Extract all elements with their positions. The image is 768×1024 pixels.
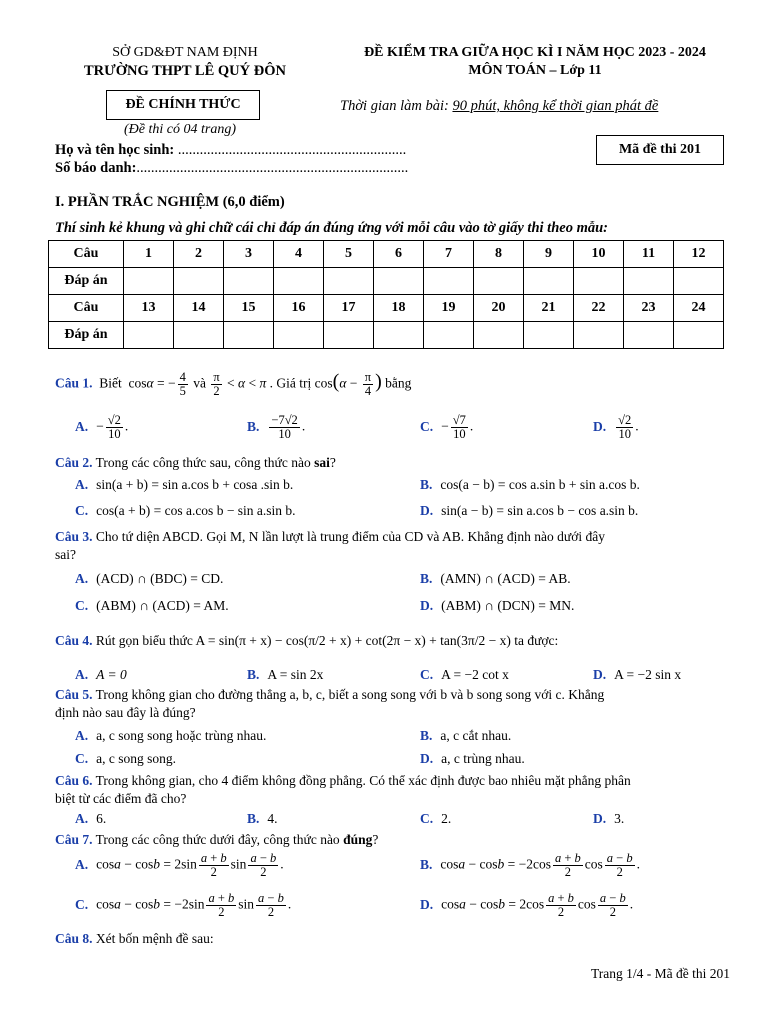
option-text: sin(a + b) = sin a.cos b + cosa .sin b.: [96, 477, 294, 492]
question-1: Câu 1. Biết cosα = − $\frac{4}{5}$ và $\frac{\pi}{2}$ < α < π . Giá trị cos(α − $\frac{\pi}{4}$ ) bằng: [55, 370, 412, 398]
table-header-cell: Đáp án: [49, 322, 124, 349]
table-cell: 4: [274, 241, 324, 268]
answer-cell: [574, 268, 624, 295]
answer-table-question-row-1: [49, 241, 724, 268]
option-label: A.: [75, 856, 89, 872]
option-label: D.: [420, 598, 434, 613]
option-text: cos(a − b) = cos a.sin b + sin a.cos b.: [440, 477, 640, 492]
table-cell: 16: [274, 295, 324, 322]
question-text-cont: biệt từ các điểm đã cho?: [55, 791, 187, 806]
table-cell: 23: [624, 295, 674, 322]
question-5: [55, 686, 604, 722]
option-label: D.: [593, 667, 607, 682]
pages-note: (Đề thi có 04 trang): [124, 122, 236, 137]
answer-cell: [124, 268, 174, 295]
department-name: SỞ GD&ĐT NAM ĐỊNH: [112, 45, 258, 60]
table-cell: 20: [474, 295, 524, 322]
q6-option-b: [247, 811, 278, 827]
question-text: Trong các công thức dưới đây, công thức nào: [92, 832, 344, 847]
option-text: A = −2 sin x: [614, 667, 682, 682]
student-id-line: [55, 160, 408, 177]
subject-title: MÔN TOÁN – Lớp 11: [468, 63, 602, 78]
question-number: Câu 1.: [55, 375, 93, 391]
option-text: sin(a − b) = sin a.cos b − cos a.sin b.: [441, 503, 639, 518]
time-allowed: [340, 98, 740, 115]
option-text: (ABM) ∩ (DCN) = MN.: [441, 598, 575, 613]
answer-cell: [474, 322, 524, 349]
option-label: A.: [75, 728, 89, 743]
exam-code-box: Mã đề thi 201: [596, 135, 724, 165]
answer-cell: [124, 322, 174, 349]
q4-option-d: [593, 667, 681, 683]
option-label: B.: [247, 811, 260, 826]
table-cell: 8: [474, 241, 524, 268]
table-header-cell: Câu: [49, 241, 124, 268]
question-text: Cho tứ diện ABCD. Gọi M, N lần lượt là trung điểm của CD và AB. Khẳng định nào dưới đây: [92, 529, 605, 544]
question-text: Trong không gian, cho 4 điểm không đồng phẳng. Có thể xác định được bao nhiêu mặt phẳng phân: [92, 773, 631, 788]
answer-cell: [324, 268, 374, 295]
question-end: ?: [372, 832, 379, 847]
option-label: C.: [420, 418, 434, 434]
option-label: D.: [420, 503, 434, 518]
question-number: Câu 7.: [55, 832, 93, 847]
q5-option-c: [75, 751, 176, 767]
q4-option-c: [420, 667, 509, 683]
header-right: [325, 44, 745, 80]
question-number: Câu 3.: [55, 529, 93, 544]
question-8: [55, 930, 214, 948]
q7-option-c: C. cosa − cosb = −2sin $\frac{a + b}{2}$ sin $\frac{a - b}{2}$ .: [75, 891, 292, 919]
option-label: D.: [593, 418, 607, 434]
question-text: Trong các công thức sau, công thức nào: [92, 455, 315, 470]
q2-option-a: [75, 477, 293, 493]
option-label: D.: [593, 811, 607, 826]
table-cell: 18: [374, 295, 424, 322]
answer-cell: [274, 322, 324, 349]
option-label: C.: [75, 503, 89, 518]
answer-cell: [174, 322, 224, 349]
time-prefix: Thời gian làm bài:: [340, 98, 453, 114]
option-text: a, c song song.: [96, 751, 176, 766]
option-text: A = −2 cot x: [441, 667, 509, 682]
option-label: A.: [75, 418, 89, 434]
answer-cell: [674, 268, 724, 295]
answer-cell: [374, 322, 424, 349]
option-label: B.: [247, 418, 260, 434]
table-cell: 22: [574, 295, 624, 322]
option-label: C.: [420, 667, 434, 682]
question-text-cont: định nào sau đây là đúng?: [55, 705, 196, 720]
table-header-cell: Đáp án: [49, 268, 124, 295]
q7-option-a: A. cosa − cosb = 2sin $\frac{a + b}{2}$ sin $\frac{a - b}{2}$ .: [75, 851, 284, 879]
table-cell: 10: [574, 241, 624, 268]
answer-table: [48, 240, 724, 349]
option-label: C.: [420, 811, 434, 826]
question-emphasis: đúng: [343, 832, 373, 847]
q2-option-c: [75, 503, 296, 519]
option-label: C.: [75, 896, 89, 912]
answer-cell: [574, 322, 624, 349]
question-emphasis: sai: [314, 455, 330, 470]
question-7: [55, 831, 378, 849]
table-cell: 3: [224, 241, 274, 268]
question-text-cont: sai?: [55, 547, 76, 562]
option-label: B.: [247, 667, 260, 682]
answer-cell: [274, 268, 324, 295]
table-cell: 2: [174, 241, 224, 268]
answer-cell: [674, 322, 724, 349]
option-text: A = 0: [96, 667, 127, 682]
q5-option-d: [420, 751, 525, 767]
table-cell: 21: [524, 295, 574, 322]
answer-cell: [524, 322, 574, 349]
q7-option-d: D. cosa − cosb = 2cos $\frac{a + b}{2}$ cos $\frac{a - b}{2}$ .: [420, 891, 634, 919]
q1-option-b: B. $\frac{-7√2}{10}$ .: [247, 413, 306, 441]
table-cell: 11: [624, 241, 674, 268]
question-number: Câu 8.: [55, 931, 93, 946]
question-number: Câu 5.: [55, 687, 93, 702]
student-name-dots: ...............................................................: [174, 142, 407, 158]
section-instruction: Thí sinh kẻ khung và ghi chữ cái chỉ đáp án đúng ứng với mỗi câu vào tờ giấy thi theo mẫu:: [55, 220, 608, 236]
q3-option-b: [420, 571, 571, 587]
q1-option-d: D. $\frac{√2}{10}$ .: [593, 413, 639, 441]
answer-cell: [224, 322, 274, 349]
table-cell: 6: [374, 241, 424, 268]
table-cell: 7: [424, 241, 474, 268]
option-text: a, c trùng nhau.: [441, 751, 525, 766]
option-label: B.: [420, 477, 433, 492]
answer-cell: [424, 322, 474, 349]
q3-option-d: [420, 598, 574, 614]
q1-option-a: A. − $\frac{√2}{10}$ .: [75, 413, 129, 441]
question-number: Câu 4.: [55, 633, 93, 648]
option-text: A = sin 2x: [267, 667, 324, 682]
option-text: 2.: [441, 811, 452, 826]
q2-option-b: [420, 477, 640, 493]
q7-option-b: B. cosa − cosb = −2cos $\frac{a + b}{2}$ cos $\frac{a - b}{2}$ .: [420, 851, 640, 879]
question-2: [55, 454, 336, 472]
student-id-label: Số báo danh:: [55, 160, 137, 176]
answer-cell: [624, 322, 674, 349]
question-number: Câu 6.: [55, 773, 93, 788]
question-4: [55, 632, 558, 650]
student-name-line: [55, 142, 406, 159]
answer-cell: [474, 268, 524, 295]
q3-option-c: [75, 598, 229, 614]
table-cell: 12: [674, 241, 724, 268]
official-exam-box: ĐỀ CHÍNH THỨC: [106, 90, 260, 120]
option-text: (AMN) ∩ (ACD) = AB.: [440, 571, 571, 586]
question-text: Xét bốn mệnh đề sau:: [92, 931, 214, 946]
answer-cell: [174, 268, 224, 295]
q3-option-a: [75, 571, 223, 587]
question-3: [55, 528, 605, 564]
q4-option-a: [75, 667, 127, 683]
answer-cell: [324, 322, 374, 349]
q6-option-d: [593, 811, 624, 827]
table-cell: 9: [524, 241, 574, 268]
table-cell: 13: [124, 295, 174, 322]
option-label: B.: [420, 728, 433, 743]
header-left: [55, 44, 315, 80]
option-text: 3.: [614, 811, 625, 826]
option-label: B.: [420, 856, 433, 872]
exam-title: ĐỀ KIỂM TRA GIỮA HỌC KÌ I NĂM HỌC 2023 - 2024: [364, 45, 706, 60]
table-cell: 5: [324, 241, 374, 268]
question-text: Rút gọn biểu thức A = sin(π + x) − cos(π/2 + x) + cot(2π − x) + tan(3π/2 − x) ta được:: [92, 633, 559, 648]
school-name: TRƯỜNG THPT LÊ QUÝ ĐÔN: [84, 63, 286, 79]
q6-option-a: [75, 811, 106, 827]
answer-cell: [224, 268, 274, 295]
option-label: B.: [420, 571, 433, 586]
answer-table-question-row-2: [49, 295, 724, 322]
option-label: A.: [75, 667, 89, 682]
option-text: a, c cắt nhau.: [440, 728, 512, 743]
table-header-cell: Câu: [49, 295, 124, 322]
table-cell: 1: [124, 241, 174, 268]
option-label: A.: [75, 477, 89, 492]
student-id-dots: ...........................................................................: [136, 160, 409, 176]
answer-cell: [624, 268, 674, 295]
page-footer: Trang 1/4 - Mã đề thi 201: [591, 966, 730, 981]
q5-option-b: [420, 728, 511, 744]
option-label: C.: [75, 751, 89, 766]
question-6: [55, 772, 631, 808]
option-text: (ABM) ∩ (ACD) = AM.: [96, 598, 229, 613]
table-cell: 15: [224, 295, 274, 322]
student-name-label: Họ và tên học sinh:: [55, 142, 175, 158]
answer-cell: [524, 268, 574, 295]
table-cell: 24: [674, 295, 724, 322]
question-text: Trong không gian cho đường thẳng a, b, c, biết a song song với b và b song song với c. Khẳng: [92, 687, 605, 702]
q5-option-a: [75, 728, 266, 744]
option-label: D.: [420, 751, 434, 766]
option-label: A.: [75, 811, 89, 826]
option-text: 6.: [96, 811, 107, 826]
question-end: ?: [329, 455, 336, 470]
table-cell: 14: [174, 295, 224, 322]
q1-option-c: C. − $\frac{√7}{10}$ .: [420, 413, 474, 441]
section-title: I. PHẦN TRẮC NGHIỆM (6,0 điểm): [55, 194, 285, 210]
option-text: cos(a + b) = cos a.cos b − sin a.sin b.: [96, 503, 296, 518]
option-text: (ACD) ∩ (BDC) = CD.: [96, 571, 224, 586]
option-text: 4.: [267, 811, 278, 826]
q6-option-c: [420, 811, 451, 827]
table-cell: 17: [324, 295, 374, 322]
answer-table-answer-row-1: [49, 268, 724, 295]
option-label: A.: [75, 571, 89, 586]
question-number: Câu 2.: [55, 455, 93, 470]
option-text: a, c song song hoặc trùng nhau.: [96, 728, 267, 743]
answer-table-answer-row-2: [49, 322, 724, 349]
q2-option-d: [420, 503, 638, 519]
table-cell: 19: [424, 295, 474, 322]
answer-cell: [374, 268, 424, 295]
option-label: C.: [75, 598, 89, 613]
answer-cell: [424, 268, 474, 295]
time-value: 90 phút, không kể thời gian phát đề: [452, 98, 659, 114]
q4-option-b: [247, 667, 323, 683]
option-label: D.: [420, 896, 434, 912]
